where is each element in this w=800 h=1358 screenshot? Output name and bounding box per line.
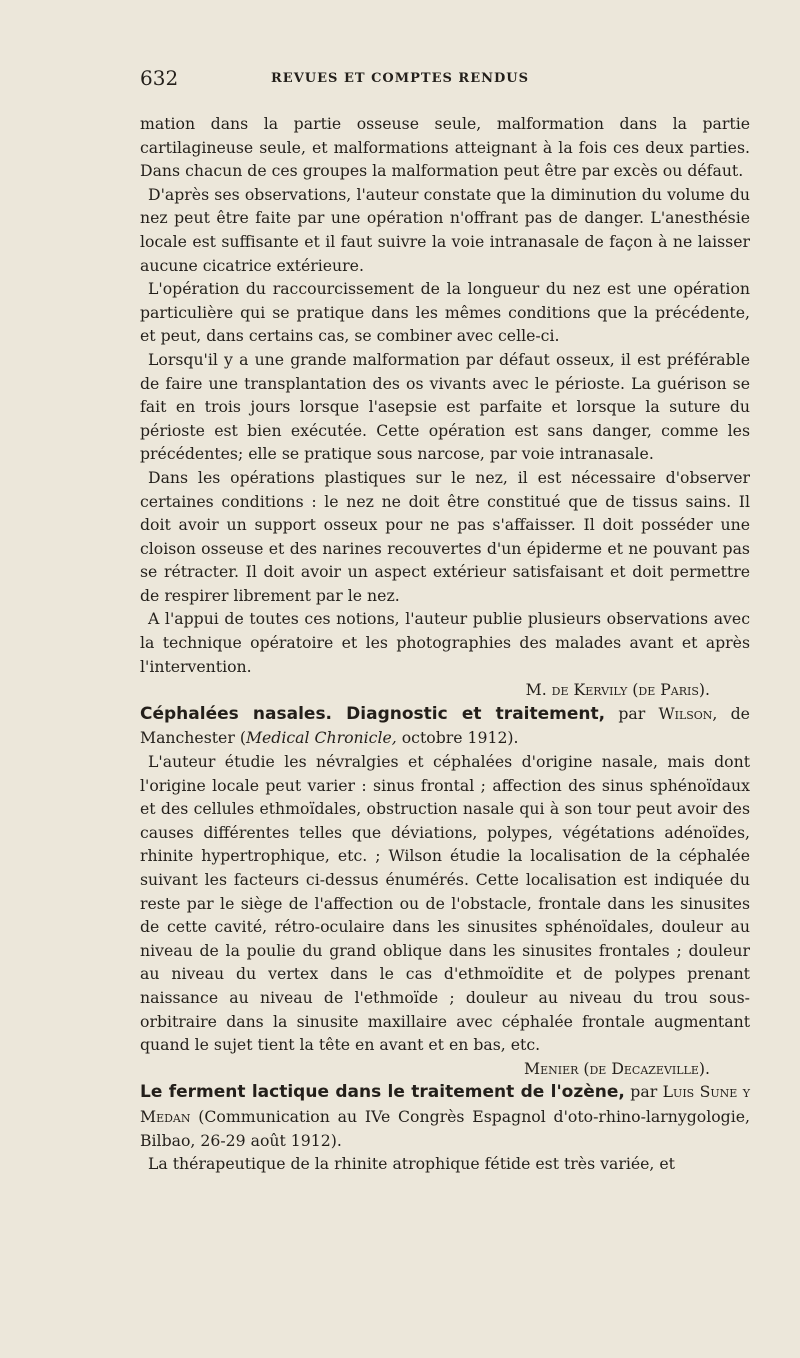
by-label: par xyxy=(618,703,646,723)
paragraph: D'après ses observations, l'auteur constate que la diminution du volume du nez peut être faite par une opération n'offrant pas de danger. L'anesthésie locale est suffisante et il faut suivre la voie intranasale de façon à ne laisser aucune cicatrice extérieure. xyxy=(140,184,750,275)
article-heading xyxy=(140,1080,750,1152)
article-source: (Communication au IVe Congrès Espagnol d'oto-rhino-larnygologie, Bilbao, 26-29 août 1912). xyxy=(140,1106,750,1150)
running-head xyxy=(0,66,800,96)
paragraph: L'opération du raccourcissement de la longueur du nez est une opération particulière qui se pratique dans les mêmes conditions que la précédente, et peut, dans certains cas, se combiner avec celle-ci. xyxy=(140,279,750,346)
article-source: , de Manchester ( xyxy=(140,703,750,748)
paragraph: La thérapeutique de la rhinite atrophique fétide est très variée, et xyxy=(148,1154,675,1174)
paragraph: Dans les opérations plastiques sur le nez, il est nécessaire d'observer certaines conditions : le nez ne doit être constitué que de tissus sains. Il doit avoir un support osseux pour ne pas s'affaisser. Il doit posséder une cloison osseuse et des narines recouvertes d'un épiderme et ne pouvant pas se rétracter. Il doit avoir un aspect extérieur satisfaisant et doit permettre de respirer librement par le nez. xyxy=(140,467,750,605)
article-journal: Medical Chronicle, xyxy=(245,728,397,748)
article-author: Wilson xyxy=(658,703,713,723)
journal-title: REVUES ET COMPTES RENDUS xyxy=(271,71,529,86)
article-author: Luis Sune y Medan xyxy=(140,1082,750,1126)
by-label: par xyxy=(630,1082,658,1102)
body-text xyxy=(140,112,750,1176)
article-title: Le ferment lactique dans le traitement de l'ozène, xyxy=(140,1082,625,1103)
article-heading xyxy=(140,702,750,750)
paragraph: mation dans la partie osseuse seule, malformation dans la partie cartilagineuse seule, et malformations atteignant à la fois ces deux parties. Dans chacun de ces groupes la malformation peut être par excès ou défaut. xyxy=(140,114,750,181)
paragraph: A l'appui de toutes ces notions, l'auteur publie plusieurs observations avec la technique opératoire et les photographies des malades avant et après l'intervention. xyxy=(140,609,750,676)
article-title: Céphalées nasales. Diagnostic et traitement, xyxy=(140,703,606,724)
article-source-date: octobre 1912). xyxy=(396,728,519,748)
reviewer-signature: Menier (de Decazeville). xyxy=(524,1058,710,1078)
reviewer-signature: M. de Kervily (de Paris). xyxy=(525,680,710,700)
page-number: 632 xyxy=(140,66,179,90)
paragraph: Lorsqu'il y a une grande malformation par défaut osseux, il est préférable de faire une transplantation des os vivants avec le périoste. La guérison se fait en trois jours lorsque l'asepsie est parfaite et lorsque la suture du périoste est bien exécutée. Cette opération est sans danger, comme les précédentes; elle se pratique sous narcose, par voie intranasale. xyxy=(140,349,750,464)
paragraph: L'auteur étudie les névralgies et céphalées d'origine nasale, mais dont l'origine locale peut varier : sinus frontal ; affection des sinus sphénoïdaux et des cellules ethmoïdales, obstruction nasale qui à son tour peut avoir des causes différentes telles que déviations, polypes, végétations adénoïdes, rhinite hypertrophique, etc. ; Wilson étudie la localisation de la céphalée suivant les facteurs ci-dessus énumérés. Cette localisation est indiquée du reste par le siège de l'affection ou de l'obstacle, frontale dans les sinusites de cette cavité, rétro-oculaire dans les sinusites sphénoïdales, douleur au niveau de la poulie du grand oblique dans les sinusites frontales ; douleur au niveau du vertex dans le cas d'ethmoïdite et de polypes prenant naissance au niveau de l'ethmoïde ; douleur au niveau du trou sous-orbitraire dans la sinusite maxillaire avec céphalée frontale augmentant quand le sujet tient la tête en avant et en bas, etc. xyxy=(140,752,750,1055)
